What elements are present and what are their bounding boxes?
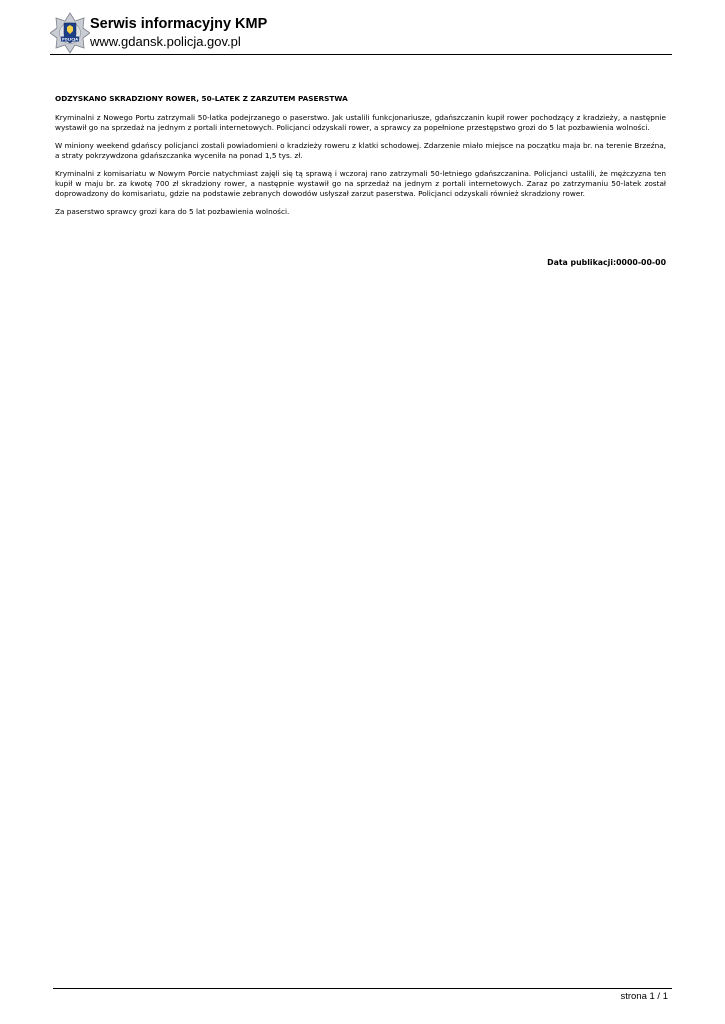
footer-divider	[53, 988, 672, 989]
page-header	[50, 12, 675, 54]
page-number: strona 1 / 1	[620, 991, 668, 1002]
svg-text:POLICJA: POLICJA	[61, 37, 79, 42]
article	[55, 94, 666, 226]
police-star-logo-icon	[50, 12, 90, 54]
article-paragraph: W miniony weekend gdańscy policjanci zostali powiadomieni o kradzieży roweru z klatki schodowej. Zdarzenie miało miejsce na początku maja br. na terenie Brzeźna, a straty pokrzywdzona gdańszczanka wyceniła na ponad 1,5 tys. zł.	[55, 141, 666, 160]
header-divider	[50, 54, 672, 55]
publication-date: Data publikacji:0000-00-00	[547, 258, 666, 267]
article-paragraph: Za paserstwo sprawcy grozi kara do 5 lat pozbawienia wolności.	[55, 207, 290, 217]
site-title: Serwis informacyjny KMP	[90, 16, 268, 32]
site-url[interactable]: www.gdansk.policja.gov.pl	[90, 34, 241, 49]
article-paragraph: Kryminalni z komisariatu w Nowym Porcie natychmiast zajęli się tą sprawą i wczoraj rano zatrzymali 50-letniego gdańszczanina. Policjanci ustalili, że mężczyzna ten kupił w maju br. za kwotę 700 zł skradziony rower, a następnie wystawił go na sprzedaż na jednym z portali internetowych. Zaraz po zatrzymaniu 50-latek został doprowadzony do komisariatu, gdzie na podstawie zebranych dowodów usłyszał zarzut paserstwa. Policjanci odzyskali również skradziony rower.	[55, 169, 666, 198]
article-paragraph: Kryminalni z Nowego Portu zatrzymali 50-latka podejrzanego o paserstwo. Jak ustalili funkcjonariusze, gdańszczanin kupił rower pochodzący z kradzieży, a następnie wystawił go na sprzedaż na jednym z portali internetowych. Policjanci odzyskali rower, a sprawcy za popełnione przestępstwo grozi do 5 lat pozbawienia wolności.	[55, 113, 666, 132]
article-title: ODZYSKANO SKRADZIONY ROWER, 50-LATEK Z ZARZUTEM PASERSTWA	[55, 94, 348, 103]
